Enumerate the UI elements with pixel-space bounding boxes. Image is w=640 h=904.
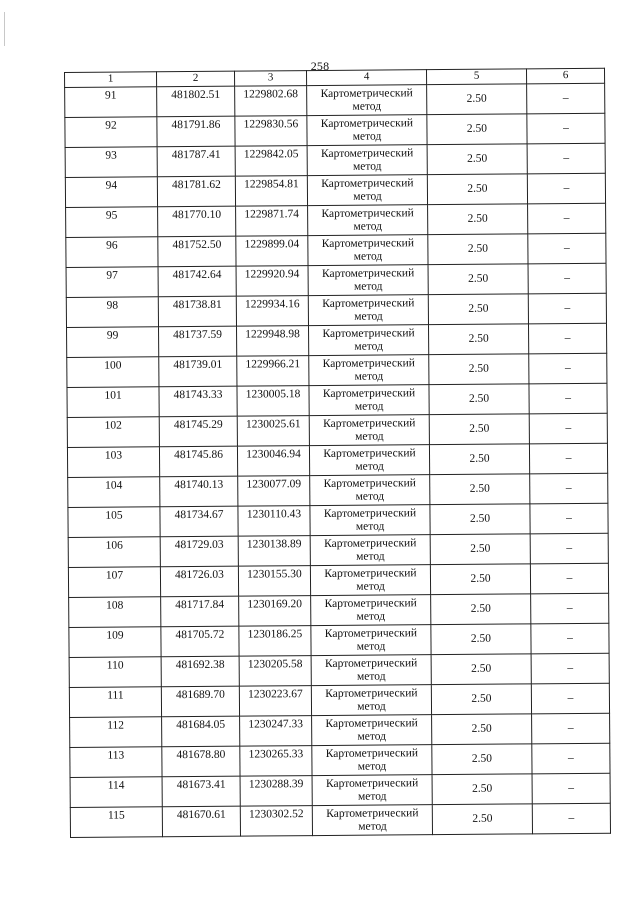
x-coordinate-cell: 481745.86 bbox=[159, 446, 237, 477]
table-row bbox=[69, 653, 609, 687]
note-cell: – bbox=[531, 653, 609, 684]
precision-cell: 2.50 bbox=[428, 204, 528, 235]
table-row bbox=[67, 413, 607, 447]
table-row bbox=[66, 233, 606, 267]
table-body bbox=[65, 83, 611, 837]
x-coordinate-cell: 481738.81 bbox=[158, 296, 236, 327]
x-coordinate-cell: 481752.50 bbox=[158, 236, 236, 267]
method-cell: Картометрический метод bbox=[309, 445, 429, 476]
table-row bbox=[67, 383, 607, 417]
note-cell: – bbox=[531, 683, 609, 714]
x-coordinate-cell: 481705.72 bbox=[161, 626, 239, 657]
x-coordinate-cell: 481791.86 bbox=[157, 116, 235, 147]
x-coordinate-cell: 481745.29 bbox=[159, 416, 237, 447]
note-cell: – bbox=[528, 323, 606, 354]
header-cell-1: 1 bbox=[65, 72, 157, 88]
method-cell: Картометрический метод bbox=[308, 235, 428, 266]
method-cell: Картометрический метод bbox=[310, 475, 430, 506]
precision-cell: 2.50 bbox=[431, 594, 531, 625]
method-cell: Картометрический метод bbox=[310, 535, 430, 566]
precision-cell: 2.50 bbox=[431, 654, 531, 685]
table-row bbox=[66, 293, 606, 327]
table-row bbox=[70, 713, 610, 747]
note-cell: – bbox=[531, 593, 609, 624]
coordinates-table bbox=[64, 68, 611, 838]
y-coordinate-cell: 1230223.67 bbox=[239, 686, 311, 717]
point-number-cell: 104 bbox=[68, 477, 160, 508]
point-number-cell: 107 bbox=[68, 567, 160, 598]
point-number-cell: 100 bbox=[67, 357, 159, 388]
point-number-cell: 103 bbox=[67, 447, 159, 478]
precision-cell: 2.50 bbox=[427, 174, 527, 205]
x-coordinate-cell: 481670.61 bbox=[162, 806, 240, 837]
y-coordinate-cell: 1229842.05 bbox=[235, 146, 307, 177]
table-row bbox=[67, 323, 607, 357]
table-row bbox=[68, 563, 608, 597]
precision-cell: 2.50 bbox=[428, 264, 528, 295]
y-coordinate-cell: 1230288.39 bbox=[240, 776, 312, 807]
y-coordinate-cell: 1229934.16 bbox=[236, 296, 308, 327]
x-coordinate-cell: 481678.80 bbox=[162, 746, 240, 777]
point-number-cell: 113 bbox=[70, 747, 162, 778]
x-coordinate-cell: 481673.41 bbox=[162, 776, 240, 807]
method-cell: Картометрический метод bbox=[312, 745, 432, 776]
precision-cell: 2.50 bbox=[430, 504, 530, 535]
precision-cell: 2.50 bbox=[430, 564, 530, 595]
precision-cell: 2.50 bbox=[427, 114, 527, 145]
note-cell: – bbox=[528, 233, 606, 264]
y-coordinate-cell: 1229871.74 bbox=[236, 206, 308, 237]
precision-cell: 2.50 bbox=[430, 534, 530, 565]
precision-cell: 2.50 bbox=[432, 774, 532, 805]
note-cell: – bbox=[530, 473, 608, 504]
table-row bbox=[69, 593, 609, 627]
table-row bbox=[67, 443, 607, 477]
precision-cell: 2.50 bbox=[432, 744, 532, 775]
method-cell: Картометрический метод bbox=[308, 295, 428, 326]
y-coordinate-cell: 1229830.56 bbox=[235, 116, 307, 147]
point-number-cell: 114 bbox=[70, 777, 162, 808]
method-cell: Картометрический метод bbox=[310, 565, 430, 596]
x-coordinate-cell: 481692.38 bbox=[161, 656, 239, 687]
y-coordinate-cell: 1230110.43 bbox=[238, 506, 310, 537]
x-coordinate-cell: 481726.03 bbox=[160, 566, 238, 597]
point-number-cell: 106 bbox=[68, 537, 160, 568]
page-number: 258 bbox=[310, 59, 330, 73]
table-row bbox=[66, 263, 606, 297]
method-cell: Картометрический метод bbox=[311, 655, 431, 686]
point-number-cell: 110 bbox=[69, 657, 161, 688]
point-number-cell: 97 bbox=[66, 267, 158, 298]
scan-edge-mark bbox=[4, 12, 5, 46]
x-coordinate-cell: 481740.13 bbox=[160, 476, 238, 507]
method-cell: Картометрический метод bbox=[309, 355, 429, 386]
x-coordinate-cell: 481737.59 bbox=[159, 326, 237, 357]
point-number-cell: 91 bbox=[65, 87, 157, 118]
method-cell: Картометрический метод bbox=[307, 85, 427, 116]
point-number-cell: 102 bbox=[67, 417, 159, 448]
method-cell: Картометрический метод bbox=[311, 685, 431, 716]
y-coordinate-cell: 1229802.68 bbox=[235, 86, 307, 117]
note-cell: – bbox=[529, 383, 607, 414]
table-row bbox=[67, 353, 607, 387]
method-cell: Картометрический метод bbox=[312, 775, 432, 806]
point-number-cell: 108 bbox=[69, 597, 161, 628]
x-coordinate-cell: 481787.41 bbox=[157, 146, 235, 177]
point-number-cell: 94 bbox=[65, 177, 157, 208]
table-row bbox=[68, 473, 608, 507]
note-cell: – bbox=[532, 773, 610, 804]
x-coordinate-cell: 481742.64 bbox=[158, 266, 236, 297]
note-cell: – bbox=[530, 503, 608, 534]
table-row bbox=[65, 113, 605, 147]
method-cell: Картометрический метод bbox=[308, 205, 428, 236]
point-number-cell: 105 bbox=[68, 507, 160, 538]
y-coordinate-cell: 1230155.30 bbox=[238, 566, 310, 597]
point-number-cell: 99 bbox=[67, 327, 159, 358]
y-coordinate-cell: 1229948.98 bbox=[237, 326, 309, 357]
note-cell: – bbox=[530, 563, 608, 594]
header-cell-4: 4 bbox=[306, 70, 426, 86]
precision-cell: 2.50 bbox=[429, 384, 529, 415]
y-coordinate-cell: 1229899.04 bbox=[236, 236, 308, 267]
precision-cell: 2.50 bbox=[432, 714, 532, 745]
method-cell: Картометрический метод bbox=[310, 505, 430, 536]
note-cell: – bbox=[529, 443, 607, 474]
y-coordinate-cell: 1230005.18 bbox=[237, 386, 309, 417]
point-number-cell: 92 bbox=[65, 117, 157, 148]
header-cell-6: 6 bbox=[526, 68, 604, 84]
precision-cell: 2.50 bbox=[429, 354, 529, 385]
method-cell: Картометрический метод bbox=[308, 325, 428, 356]
precision-cell: 2.50 bbox=[430, 474, 530, 505]
note-cell: – bbox=[532, 743, 610, 774]
y-coordinate-cell: 1230077.09 bbox=[238, 476, 310, 507]
table-row bbox=[65, 173, 605, 207]
y-coordinate-cell: 1230025.61 bbox=[237, 416, 309, 447]
header-cell-2: 2 bbox=[157, 71, 235, 87]
precision-cell: 2.50 bbox=[431, 684, 531, 715]
x-coordinate-cell: 481802.51 bbox=[157, 86, 235, 117]
point-number-cell: 111 bbox=[69, 687, 161, 718]
method-cell: Картометрический метод bbox=[311, 595, 431, 626]
note-cell: – bbox=[528, 293, 606, 324]
method-cell: Картометрический метод bbox=[307, 145, 427, 176]
precision-cell: 2.50 bbox=[428, 294, 528, 325]
note-cell: – bbox=[527, 83, 605, 114]
x-coordinate-cell: 481743.33 bbox=[159, 386, 237, 417]
point-number-cell: 101 bbox=[67, 387, 159, 418]
table-row bbox=[68, 533, 608, 567]
precision-cell: 2.50 bbox=[429, 444, 529, 475]
method-cell: Картометрический метод bbox=[311, 625, 431, 656]
x-coordinate-cell: 481781.62 bbox=[157, 176, 235, 207]
note-cell: – bbox=[529, 413, 607, 444]
point-number-cell: 98 bbox=[66, 297, 158, 328]
x-coordinate-cell: 481717.84 bbox=[161, 596, 239, 627]
x-coordinate-cell: 481770.10 bbox=[158, 206, 236, 237]
point-number-cell: 96 bbox=[66, 237, 158, 268]
y-coordinate-cell: 1230247.33 bbox=[240, 716, 312, 747]
x-coordinate-cell: 481684.05 bbox=[162, 716, 240, 747]
coordinates-table-wrapper bbox=[64, 68, 610, 838]
note-cell: – bbox=[527, 143, 605, 174]
y-coordinate-cell: 1230138.89 bbox=[238, 536, 310, 567]
method-cell: Картометрический метод bbox=[307, 175, 427, 206]
table-row bbox=[68, 503, 608, 537]
x-coordinate-cell: 481689.70 bbox=[161, 686, 239, 717]
precision-cell: 2.50 bbox=[428, 234, 528, 265]
point-number-cell: 93 bbox=[65, 147, 157, 178]
method-cell: Картометрический метод bbox=[309, 415, 429, 446]
note-cell: – bbox=[529, 353, 607, 384]
x-coordinate-cell: 481734.67 bbox=[160, 506, 238, 537]
note-cell: – bbox=[528, 203, 606, 234]
note-cell: – bbox=[530, 533, 608, 564]
y-coordinate-cell: 1230205.58 bbox=[239, 656, 311, 687]
note-cell: – bbox=[528, 263, 606, 294]
header-cell-5: 5 bbox=[426, 69, 526, 85]
method-cell: Картометрический метод bbox=[312, 715, 432, 746]
note-cell: – bbox=[527, 173, 605, 204]
table-row bbox=[65, 83, 605, 117]
y-coordinate-cell: 1229966.21 bbox=[237, 356, 309, 387]
y-coordinate-cell: 1229854.81 bbox=[235, 176, 307, 207]
method-cell: Картометрический метод bbox=[308, 265, 428, 296]
x-coordinate-cell: 481739.01 bbox=[159, 356, 237, 387]
y-coordinate-cell: 1230186.25 bbox=[239, 626, 311, 657]
table-row bbox=[70, 743, 610, 777]
point-number-cell: 115 bbox=[70, 807, 162, 838]
note-cell: – bbox=[531, 623, 609, 654]
table-row bbox=[69, 683, 609, 717]
precision-cell: 2.50 bbox=[427, 84, 527, 115]
method-cell: Картометрический метод bbox=[309, 385, 429, 416]
y-coordinate-cell: 1230265.33 bbox=[240, 746, 312, 777]
table-row bbox=[69, 623, 609, 657]
table-row bbox=[65, 143, 605, 177]
table-row bbox=[66, 203, 606, 237]
precision-cell: 2.50 bbox=[428, 324, 528, 355]
y-coordinate-cell: 1230046.94 bbox=[237, 446, 309, 477]
point-number-cell: 112 bbox=[70, 717, 162, 748]
table-row bbox=[70, 773, 610, 807]
method-cell: Картометрический метод bbox=[312, 805, 432, 836]
precision-cell: 2.50 bbox=[431, 624, 531, 655]
note-cell: – bbox=[532, 713, 610, 744]
point-number-cell: 95 bbox=[66, 207, 158, 238]
note-cell: – bbox=[527, 113, 605, 144]
x-coordinate-cell: 481729.03 bbox=[160, 536, 238, 567]
precision-cell: 2.50 bbox=[427, 144, 527, 175]
note-cell: – bbox=[532, 803, 610, 834]
method-cell: Картометрический метод bbox=[307, 115, 427, 146]
header-cell-3: 3 bbox=[234, 71, 306, 87]
y-coordinate-cell: 1230169.20 bbox=[239, 596, 311, 627]
precision-cell: 2.50 bbox=[432, 804, 532, 835]
y-coordinate-cell: 1230302.52 bbox=[240, 806, 312, 837]
y-coordinate-cell: 1229920.94 bbox=[236, 266, 308, 297]
point-number-cell: 109 bbox=[69, 627, 161, 658]
table-row bbox=[70, 803, 610, 837]
precision-cell: 2.50 bbox=[429, 414, 529, 445]
